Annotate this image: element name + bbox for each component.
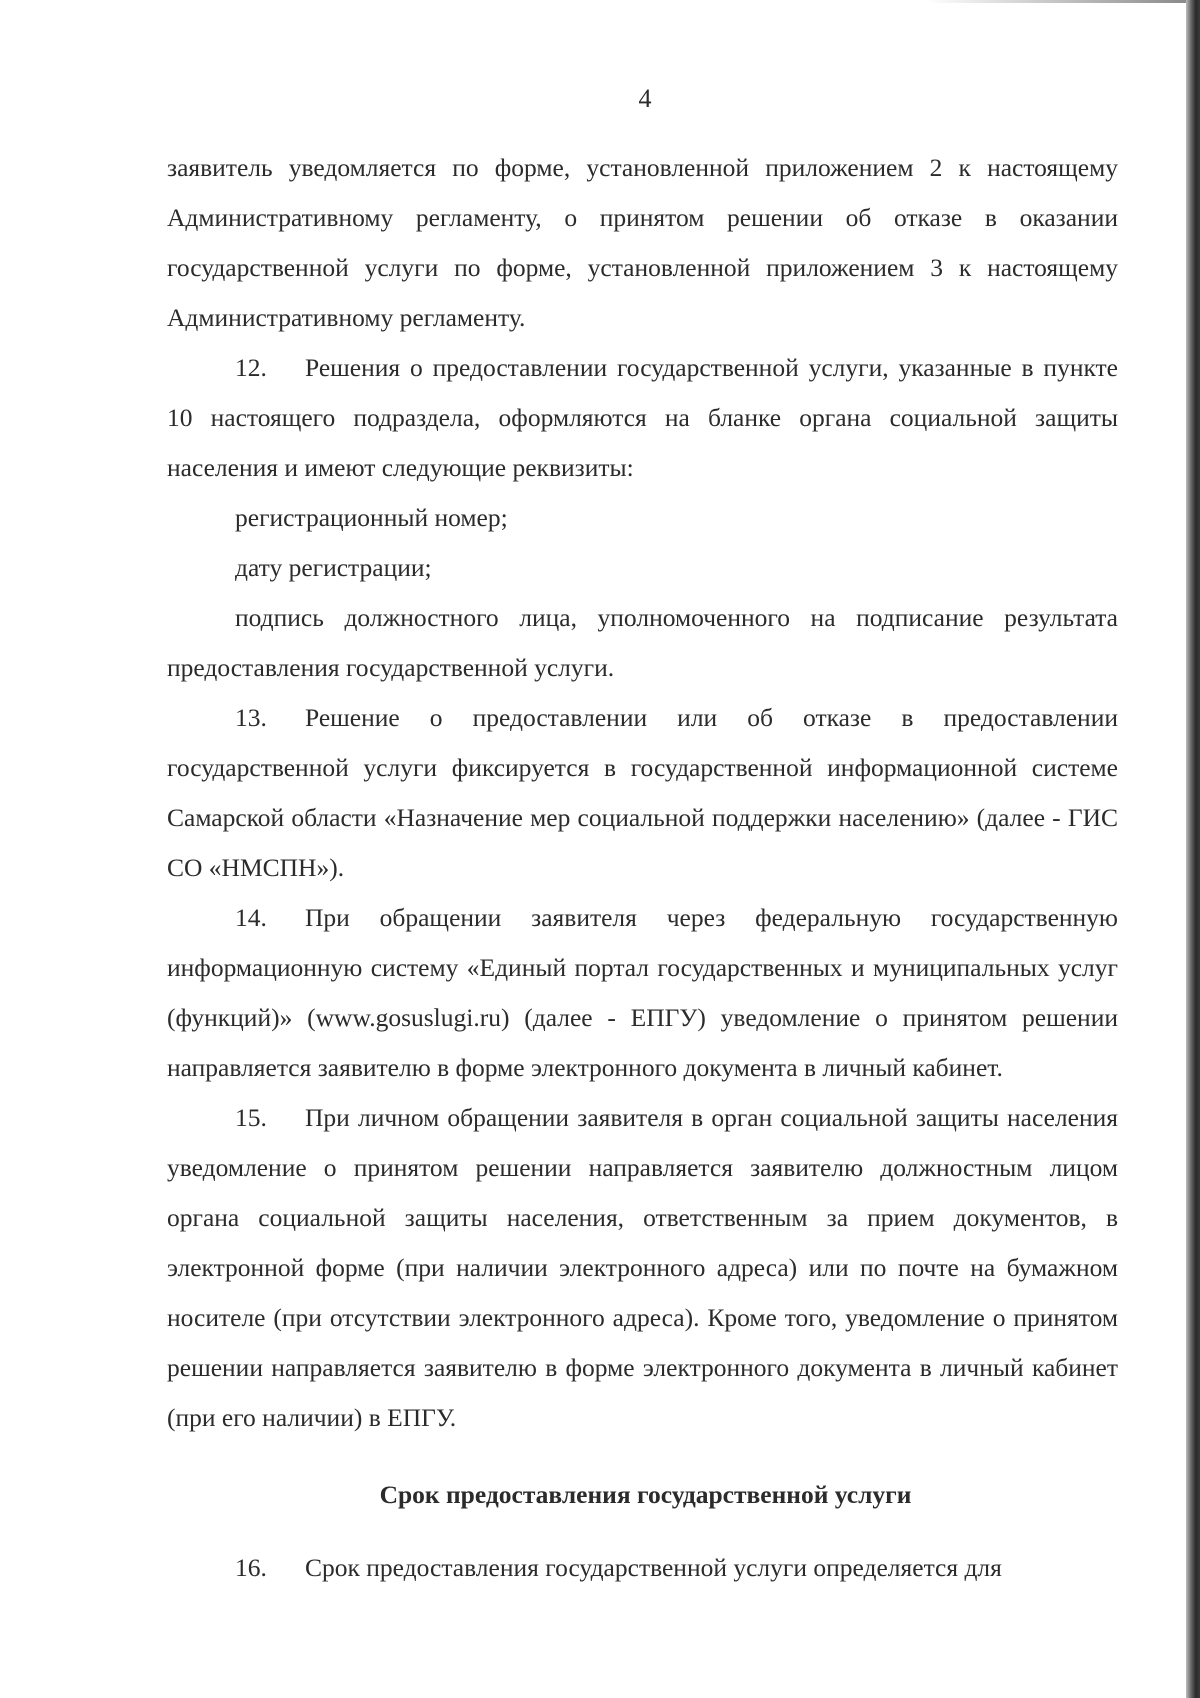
- paragraph-15: [167, 1093, 1118, 1443]
- requisite-item: регистрационный номер;: [235, 503, 508, 532]
- paragraph-16: [167, 1543, 1118, 1593]
- paragraph-number: 16.: [235, 1553, 267, 1582]
- scan-edge-shadow: [1186, 0, 1200, 1698]
- document-body: [167, 143, 1118, 1593]
- paragraph-number: 12.: [235, 353, 267, 382]
- requisite-item: подпись должностного лица, уполномоченного на подписание результата предоставления государственной услуги.: [167, 603, 1118, 682]
- paragraph-continuation: заявитель уведомляется по форме, установленной приложением 2 к настоящему Административному регламенту, о принятом решении об отказе в оказании государственной услуги по форме, установленной приложением 3 к настоящему Административному регламенту.: [167, 153, 1118, 332]
- paragraph-12: [167, 343, 1118, 493]
- paragraph-text: Решения о предоставлении государственной услуги, указанные в пункте 10 настоящего подраздела, оформляются на бланке органа социальной защиты населения и имеют следующие реквизиты:: [167, 353, 1118, 482]
- scan-edge-top-shadow: [926, 0, 1186, 3]
- paragraph-text: Срок предоставления государственной услуги определяется для: [305, 1553, 1002, 1582]
- paragraph-13: [167, 693, 1118, 893]
- paragraph-number: 15.: [235, 1103, 267, 1132]
- paragraph-text: Решение о предоставлении или об отказе в предоставлении государственной услуги фиксируется в государственной информационной системе Самарской области «Назначение мер социальной поддержки населению» (далее - ГИС СО «НМСПН»).: [167, 703, 1118, 882]
- section-heading: Срок предоставления государственной услуги: [379, 1480, 912, 1509]
- requisite-item: дату регистрации;: [235, 553, 432, 582]
- paragraph-text: При обращении заявителя через федеральную государственную информационную систему «Единый портал государственных и муниципальных услуг (функций)» (www.gosuslugi.ru) (далее - ЕПГУ) уведомление о принятом решении направляется заявителю в форме электронного документа в личный кабинет.: [167, 903, 1118, 1082]
- paragraph-number: 13.: [235, 703, 267, 732]
- paragraph-14: [167, 893, 1118, 1093]
- paragraph-number: 14.: [235, 903, 267, 932]
- page-number: 4: [638, 84, 652, 113]
- paragraph-text: При личном обращении заявителя в орган социальной защиты населения уведомление о принятом решении направляется заявителю должностным лицом органа социальной защиты населения, ответственным за прием документов, в электронной форме (при наличии электронного адреса) или по почте на бумажном носителе (при отсутствии электронного адреса). Кроме того, уведомление о принятом решении направляется заявителю в форме электронного документа в личный кабинет (при его наличии) в ЕПГУ.: [167, 1103, 1118, 1432]
